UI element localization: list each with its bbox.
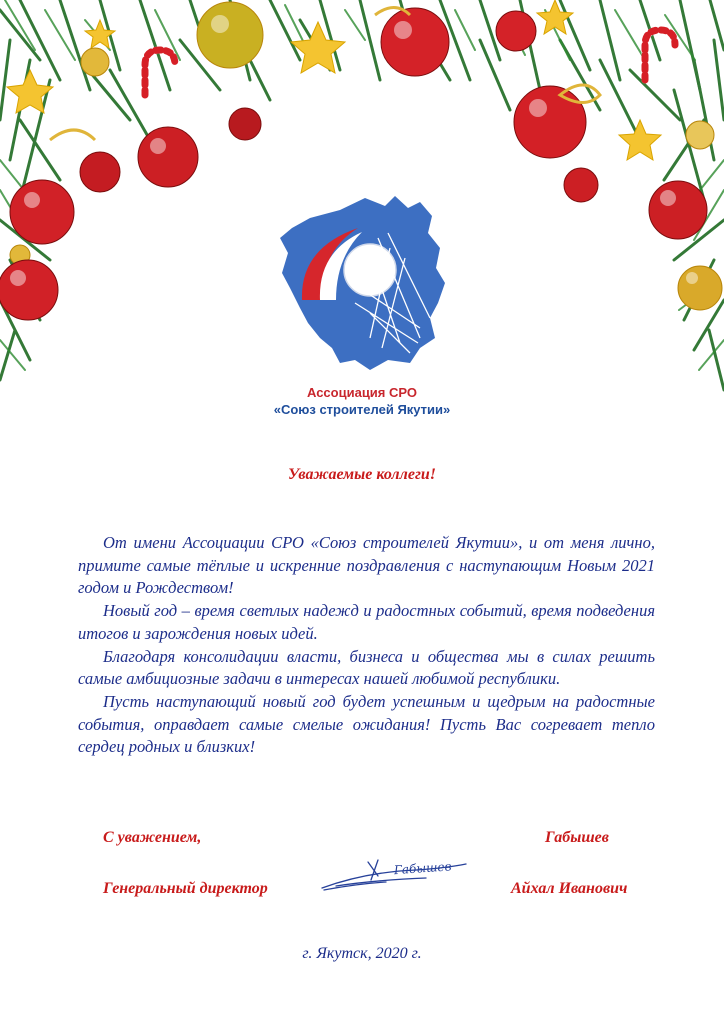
- signer-surname: Габышев: [545, 829, 609, 846]
- association-logo: [270, 188, 460, 378]
- sun-circle: [344, 244, 396, 296]
- paragraph: Благодаря консолидации власти, бизнеса и общества мы в силах решить самые амбициозные задачи в интересах нашей любимой республики.: [78, 646, 655, 689]
- paragraph: От имени Ассоциации СРО «Союз строителей Якутии», и от меня лично, примите самые тёплые и искренние поздравления с наступающим Новым 2021 годом и Рождеством!: [78, 533, 655, 598]
- letter-greeting: Уважаемые коллеги!: [288, 466, 436, 483]
- association-name-line1: Ассоциация СРО: [306, 385, 417, 400]
- place-and-date: г. Якутск, 2020 г.: [302, 945, 422, 962]
- association-name-line2: «Союз строителей Якутии»: [273, 402, 451, 417]
- letter-body: [78, 532, 655, 759]
- signer-position: Генеральный директор: [103, 880, 268, 897]
- svg-text:Габышев: Габышев: [393, 859, 452, 878]
- paragraph: Новый год – время светлых надежд и радостных событий, время подведения итогов и зарождения новых идей.: [78, 601, 655, 643]
- handwritten-signature: [316, 850, 486, 898]
- paragraph: Пусть наступающий новый год будет успешным и щедрым на радостные события, оправдает самые смелые ожидания! Пусть Вас согревает тепло сердец родных и близких!: [78, 691, 655, 757]
- signer-given-names: Айхал Иванович: [511, 880, 628, 897]
- closing-regards: С уважением,: [103, 829, 202, 846]
